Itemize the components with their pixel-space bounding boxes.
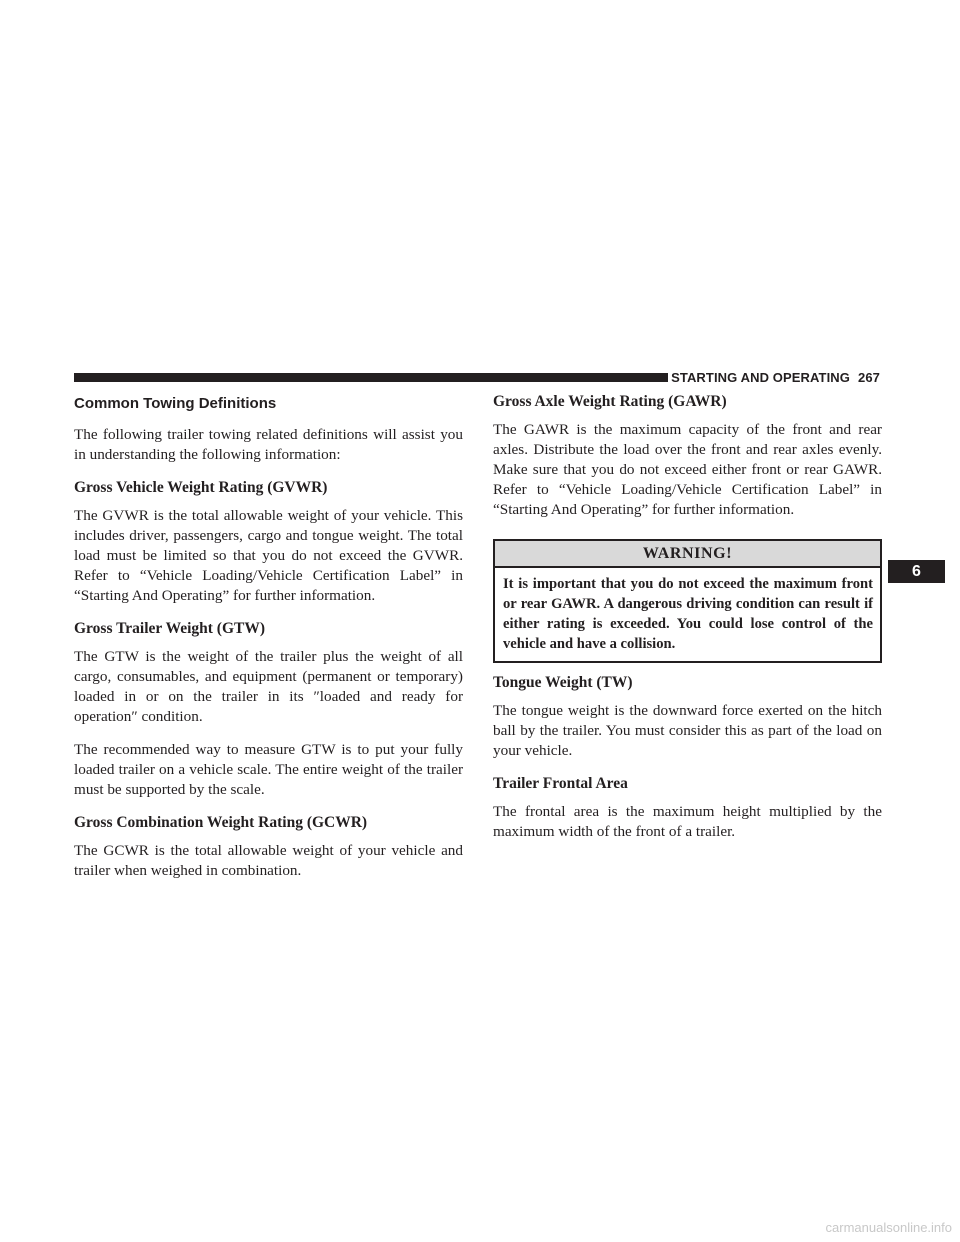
section-title: STARTING AND OPERATING (671, 370, 850, 385)
warning-box (493, 539, 882, 663)
gcwr-paragraph: The GCWR is the total allowable weight of your vehicle and trailer when weighed in combination. (74, 842, 463, 879)
gawr-paragraph: The GAWR is the maximum capacity of the front and rear axles. Distribute the load over the front and rear axles evenly. Make sure that you do not exceed either front or rear GAWR. Refer to “Vehicle Loading/Vehicle Certification Label” in “Starting And Operating” for further information. (493, 421, 882, 518)
gtw-measure-paragraph: The recommended way to measure GTW is to put your fully loaded trailer on a vehicle scale. The entire weight of the trailer must be supported by the scale. (74, 741, 463, 798)
header-rule (74, 373, 668, 382)
gawr-heading: Gross Axle Weight Rating (GAWR) (493, 393, 727, 410)
tw-heading: Tongue Weight (TW) (493, 674, 633, 691)
gcwr-heading: Gross Combination Weight Rating (GCWR) (74, 814, 368, 831)
intro-paragraph: The following trailer towing related definitions will assist you in understanding the following information: (74, 426, 463, 463)
running-header (671, 370, 880, 386)
right-column (493, 390, 882, 855)
tw-paragraph: The tongue weight is the downward force exerted on the hitch ball by the trailer. You must consider this as part of the load on your vehicle. (493, 702, 882, 759)
chapter-tab: 6 (888, 560, 945, 583)
page-number: 267 (858, 370, 880, 385)
section-heading: Common Towing Definitions (74, 395, 277, 412)
watermark: carmanualsonline.info (825, 1220, 952, 1235)
gvwr-paragraph: The GVWR is the total allowable weight of your vehicle. This includes driver, passengers, cargo and tongue weight. The total load must be limited so that you do not exceed the GVWR. Refer to “Vehicle Loading/Vehicle Certification Label” in “Starting And Operating” for further information. (74, 507, 463, 604)
gtw-paragraph: The GTW is the weight of the trailer plus the weight of all cargo, consumables, and equipment (permanent or temporary) loaded in or on the trailer in its ″loaded and ready for operation″ condition. (74, 648, 463, 725)
warning-text: It is important that you do not exceed the maximum front or rear GAWR. A dangerous driving condition can result if either rating is exceeded. You could lose control of the vehicle and have a collision. (503, 576, 873, 652)
gtw-heading: Gross Trailer Weight (GTW) (74, 620, 266, 637)
tfa-paragraph: The frontal area is the maximum height multiplied by the maximum width of the front of a trailer. (493, 803, 882, 840)
tfa-heading: Trailer Frontal Area (493, 775, 628, 792)
warning-title: WARNING! (495, 541, 880, 568)
left-column (74, 390, 463, 894)
gvwr-heading: Gross Vehicle Weight Rating (GVWR) (74, 479, 328, 496)
